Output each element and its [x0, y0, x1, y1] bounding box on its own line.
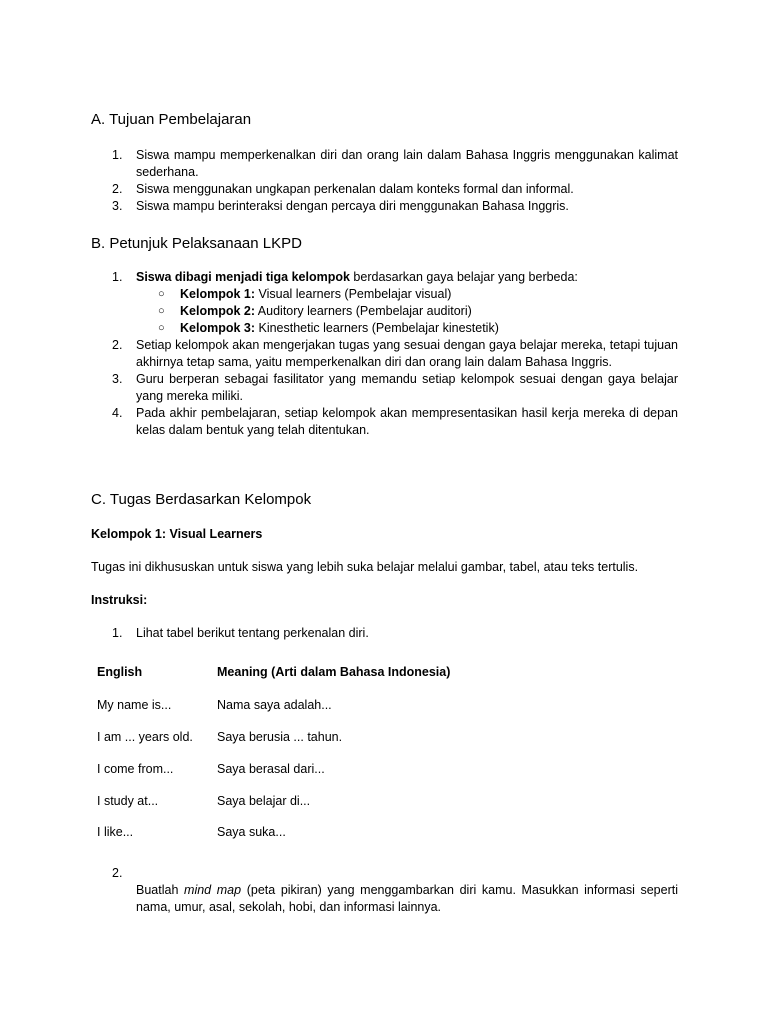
list-item-text: berdasarkan gaya belajar yang berbeda:: [349, 270, 578, 284]
list-item: Siswa mampu memperkenalkan diri dan orang lain dalam Bahasa Inggris menggunakan kalimat sederhana.: [136, 148, 678, 179]
step-italic-text: mind map: [184, 883, 242, 897]
table-cell-meaning: Saya suka...: [217, 825, 286, 839]
table-cell-english: My name is...: [97, 698, 172, 712]
list-number: 2.: [112, 866, 123, 880]
circle-bullet-icon: ○: [158, 288, 165, 300]
table-cell-english: I like...: [97, 825, 134, 839]
list-item: [136, 269, 678, 286]
list-item: Siswa menggunakan ungkapan perkenalan dalam konteks formal dan informal.: [136, 182, 574, 196]
list-number: 3.: [112, 372, 123, 386]
list-number: 4.: [112, 406, 123, 420]
table-cell-meaning: Saya belajar di...: [217, 794, 311, 808]
table-cell-meaning: Saya berasal dari...: [217, 762, 325, 776]
list-number: 3.: [112, 199, 123, 213]
group-text: Visual learners (Pembelajar visual): [255, 287, 452, 301]
table-cell-english: I come from...: [97, 762, 174, 776]
step-text: Buatlah: [136, 883, 185, 897]
group-label: Kelompok 3:: [180, 321, 256, 335]
list-number: 2.: [112, 182, 123, 196]
table-header-meaning: Meaning (Arti dalam Bahasa Indonesia): [217, 665, 451, 679]
list-item: [136, 882, 678, 916]
group-label: Kelompok 1:: [180, 287, 256, 301]
table-cell-english: I am ... years old.: [97, 730, 193, 744]
list-item: Setiap kelompok akan mengerjakan tugas yang sesuai dengan gaya belajar mereka, tetapi tujuan akhirnya tetap sama, yaitu memperkenalkan diri dan orang lain dalam Bahasa Inggris.: [136, 338, 678, 369]
sub-list-item: [180, 320, 678, 337]
instructions-label: Instruksi:: [91, 593, 148, 607]
list-item-bold-text: Siswa dibagi menjadi tiga kelompok: [136, 270, 350, 284]
table-cell-meaning: Saya berusia ... tahun.: [217, 730, 343, 744]
table-cell-meaning: Nama saya adalah...: [217, 698, 332, 712]
sub-list-item: [180, 286, 678, 303]
intro-paragraph: Tugas ini dikhususkan untuk siswa yang lebih suka belajar melalui gambar, tabel, atau teks tertulis.: [91, 560, 639, 574]
list-number: 1.: [112, 148, 123, 162]
group-label: Kelompok 2:: [180, 304, 256, 318]
list-number: 1.: [112, 626, 123, 640]
circle-bullet-icon: ○: [158, 305, 165, 317]
section-b-heading: B. Petunjuk Pelaksanaan LKPD: [91, 235, 302, 252]
list-item: Lihat tabel berikut tentang perkenalan diri.: [136, 626, 369, 640]
list-item: Guru berperan sebagai fasilitator yang memandu setiap kelompok sesuai dengan gaya belajar yang mereka miliki.: [136, 372, 678, 403]
step-text: (peta pikiran) yang menggambarkan diri kamu. Masukkan informasi seperti nama, umur, asal, sekolah, hobi, dan informasi lainnya.: [136, 883, 678, 914]
list-item: Pada akhir pembelajaran, setiap kelompok akan mempresentasikan hasil kerja mereka di depan kelas dalam bentuk yang telah ditentukan.: [136, 406, 678, 437]
circle-bullet-icon: ○: [158, 322, 165, 334]
group-title: Kelompok 1: Visual Learners: [91, 527, 263, 541]
group-text: Kinesthetic learners (Pembelajar kinestetik): [255, 321, 499, 335]
list-item: Siswa mampu berinteraksi dengan percaya diri menggunakan Bahasa Inggris.: [136, 199, 569, 213]
table-cell-english: I study at...: [97, 794, 159, 808]
list-number: 2.: [112, 338, 123, 352]
group-text: Auditory learners (Pembelajar auditori): [255, 304, 472, 318]
sub-list-item: [180, 303, 678, 320]
section-c-heading: C. Tugas Berdasarkan Kelompok: [91, 491, 312, 508]
list-number: 1.: [112, 270, 123, 284]
table-header-english: English: [97, 665, 143, 679]
section-a-heading: A. Tujuan Pembelajaran: [91, 111, 252, 128]
